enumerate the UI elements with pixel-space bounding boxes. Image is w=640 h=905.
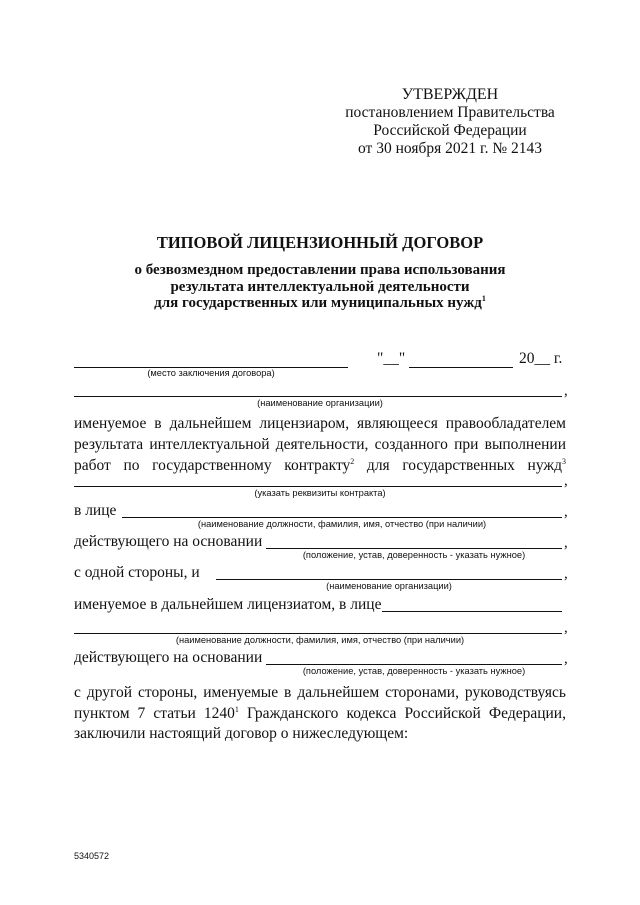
basis1-field[interactable] — [266, 548, 562, 549]
licensor-org-field[interactable] — [74, 396, 562, 397]
approved-government: Российской Федерации — [373, 122, 527, 139]
licensor-text-line-3 — [74, 456, 566, 475]
date-day-quote: "__" — [377, 350, 406, 367]
approved-date-number: от 30 ноября 2021 г. № 2143 — [358, 140, 542, 157]
licensee-org-caption: (наименование организации) — [326, 581, 452, 591]
comma: , — [564, 566, 568, 582]
licensor-text-line-3a: работ по государственному контракту — [74, 457, 351, 474]
comma: , — [564, 535, 568, 551]
approved-by: постановлением Правительства — [345, 104, 555, 121]
side1-label: с одной стороны, и — [74, 564, 200, 581]
closing-line-3: заключили настоящий договор о нижеследующем: — [74, 725, 409, 742]
comma: , — [564, 620, 568, 636]
person1-caption: (наименование должности, фамилия, имя, отчество (при наличии) — [197, 519, 487, 529]
closing-line-2a: пунктом 7 статьи 1240 — [74, 705, 235, 722]
licensor-text-line-2: результата интеллектуальной деятельности, созданного при выполнении — [74, 436, 566, 453]
comma: , — [564, 651, 568, 667]
licensee-person-field-b[interactable] — [74, 633, 562, 634]
licensee-label: именуемое в дальнейшем лицензиатом, в лице — [74, 596, 382, 613]
footer-code: 5340572 — [74, 851, 110, 861]
comma: , — [564, 504, 568, 520]
closing-line-1: с другой стороны, именуемые в дальнейшем сторонами, руководствуясь — [74, 684, 566, 701]
licensee-org-field[interactable] — [216, 579, 562, 580]
subtitle-line-1: о безвозмездном предоставлении права использования — [134, 262, 506, 278]
basis2-caption: (положение, устав, доверенность - указать нужное) — [302, 666, 526, 676]
subtitle-line-2: результата интеллектуальной деятельности — [170, 278, 470, 295]
subtitle-line-3 — [60, 295, 580, 312]
licensor-text-line-1: именуемое в дальнейшем лицензиаром, являющееся правообладателем — [74, 415, 566, 432]
approval-block — [330, 86, 570, 158]
footnote-marker-1: 1 — [481, 294, 486, 303]
footnote-marker-1b: 1 — [234, 704, 239, 714]
basis1-label: действующего на основании — [74, 533, 263, 550]
basis1-caption: (положение, устав, доверенность - указать нужное) — [302, 550, 526, 560]
date-month-field[interactable] — [409, 367, 513, 368]
basis2-field[interactable] — [266, 664, 562, 665]
closing-line-2 — [74, 704, 566, 723]
document-title: ТИПОВОЙ ЛИЦЕНЗИОННЫЙ ДОГОВОР — [156, 233, 484, 252]
comma: , — [564, 383, 568, 399]
comma: , — [564, 473, 568, 489]
place-caption: (место заключения договора) — [147, 368, 275, 378]
person1-field[interactable] — [122, 517, 562, 518]
footnote-marker-2: 2 — [350, 456, 355, 466]
document-subtitle — [60, 262, 580, 312]
basis2-label: действующего на основании — [74, 649, 263, 666]
person1-label: в лице — [74, 502, 117, 519]
approved-heading: УТВЕРЖДЕН — [401, 86, 499, 103]
date-year: 20__ г. — [519, 350, 563, 367]
licensor-text-line-3b: для государственных нужд — [354, 457, 562, 474]
licensor-org-caption: (наименование организации) — [257, 398, 383, 408]
subtitle-line-3-text: для государственных или муниципальных нужд — [154, 295, 482, 311]
contract-details-field[interactable] — [74, 486, 562, 487]
closing-line-2b: Гражданского кодекса Российской Федерации, — [238, 705, 566, 722]
contract-details-caption: (указать реквизиты контракта) — [254, 488, 386, 498]
footnote-marker-3: 3 — [562, 456, 566, 466]
person2-caption: (наименование должности, фамилия, имя, отчество (при наличии) — [175, 635, 465, 645]
licensee-person-field-a[interactable] — [382, 611, 562, 612]
